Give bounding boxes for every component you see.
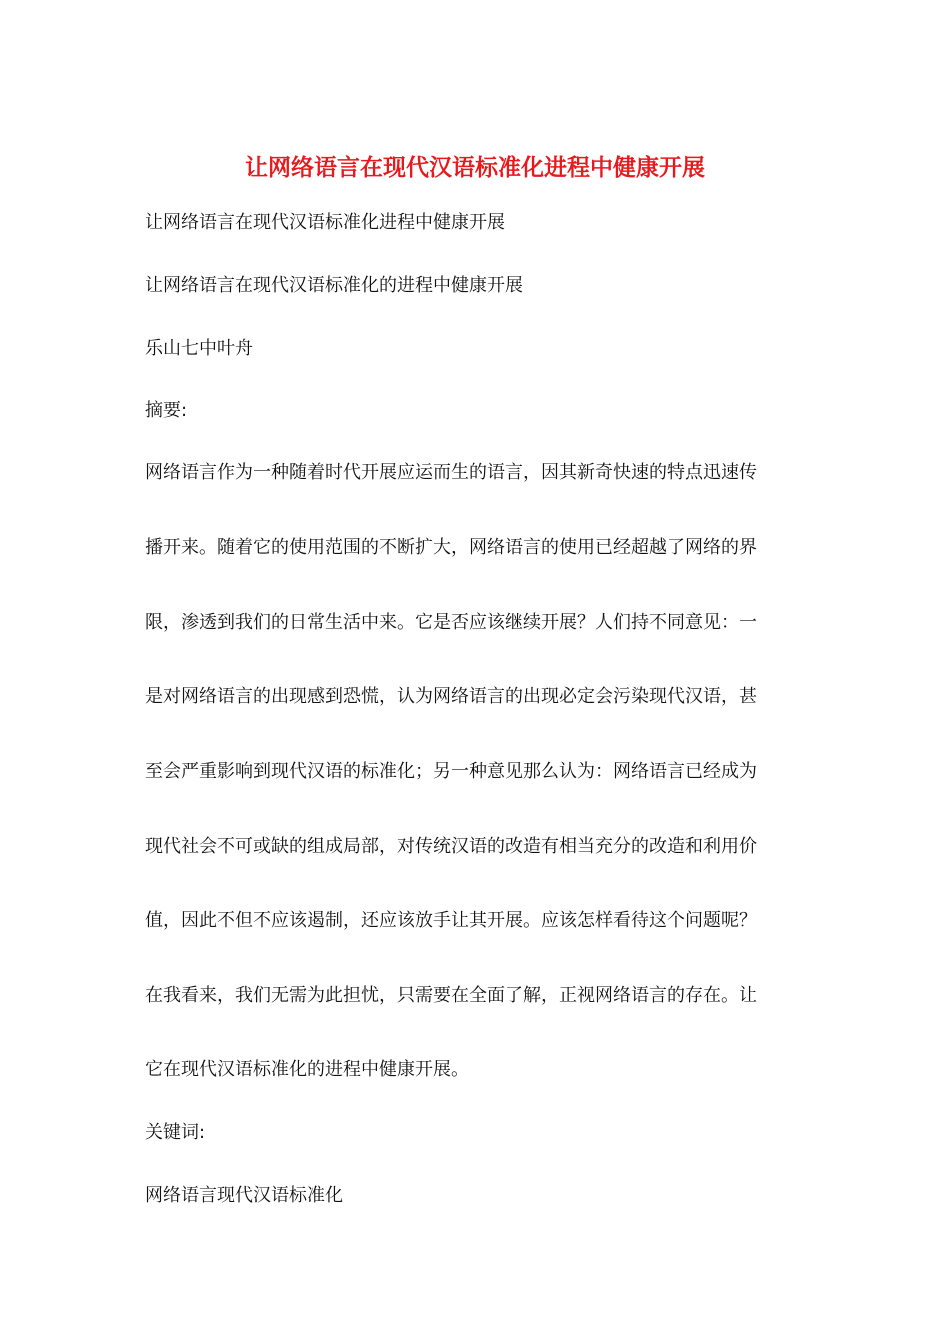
- document-title: 让网络语言在现代汉语标准化进程中健康开展: [245, 155, 705, 181]
- subtitle-line-1: 让网络语言在现代汉语标准化进程中健康开展: [145, 212, 505, 233]
- subtitle-line-2: 让网络语言在现代汉语标准化的进程中健康开展: [145, 275, 523, 296]
- keywords-label: 关键词:: [145, 1122, 206, 1143]
- abstract-line-1: 网络语言作为一种随着时代开展应运而生的语言，因其新奇快速的特点迅速传: [145, 462, 757, 483]
- abstract-line-8: 在我看来，我们无需为此担忧，只需要在全面了解，正视网络语言的存在。让: [145, 985, 757, 1006]
- keywords-value: 网络语言现代汉语标准化: [145, 1185, 343, 1206]
- author-line: 乐山七中叶舟: [145, 338, 253, 359]
- abstract-line-3: 限，渗透到我们的日常生活中来。它是否应该继续开展？人们持不同意见：一: [145, 612, 757, 633]
- abstract-line-7: 值，因此不但不应该遏制，还应该放手让其开展。应该怎样看待这个问题呢？: [145, 910, 757, 931]
- abstract-line-5: 至会严重影响到现代汉语的标准化；另一种意见那么认为：网络语言已经成为: [145, 761, 757, 782]
- abstract-line-6: 现代社会不可或缺的组成局部，对传统汉语的改造有相当充分的改造和利用价: [145, 836, 757, 857]
- abstract-label: 摘要:: [145, 400, 188, 421]
- abstract-line-9: 它在现代汉语标准化的进程中健康开展。: [145, 1059, 469, 1080]
- abstract-line-4: 是对网络语言的出现感到恐慌，认为网络语言的出现必定会污染现代汉语，甚: [145, 686, 757, 707]
- abstract-line-2: 播开来。随着它的使用范围的不断扩大，网络语言的使用已经超越了网络的界: [145, 537, 757, 558]
